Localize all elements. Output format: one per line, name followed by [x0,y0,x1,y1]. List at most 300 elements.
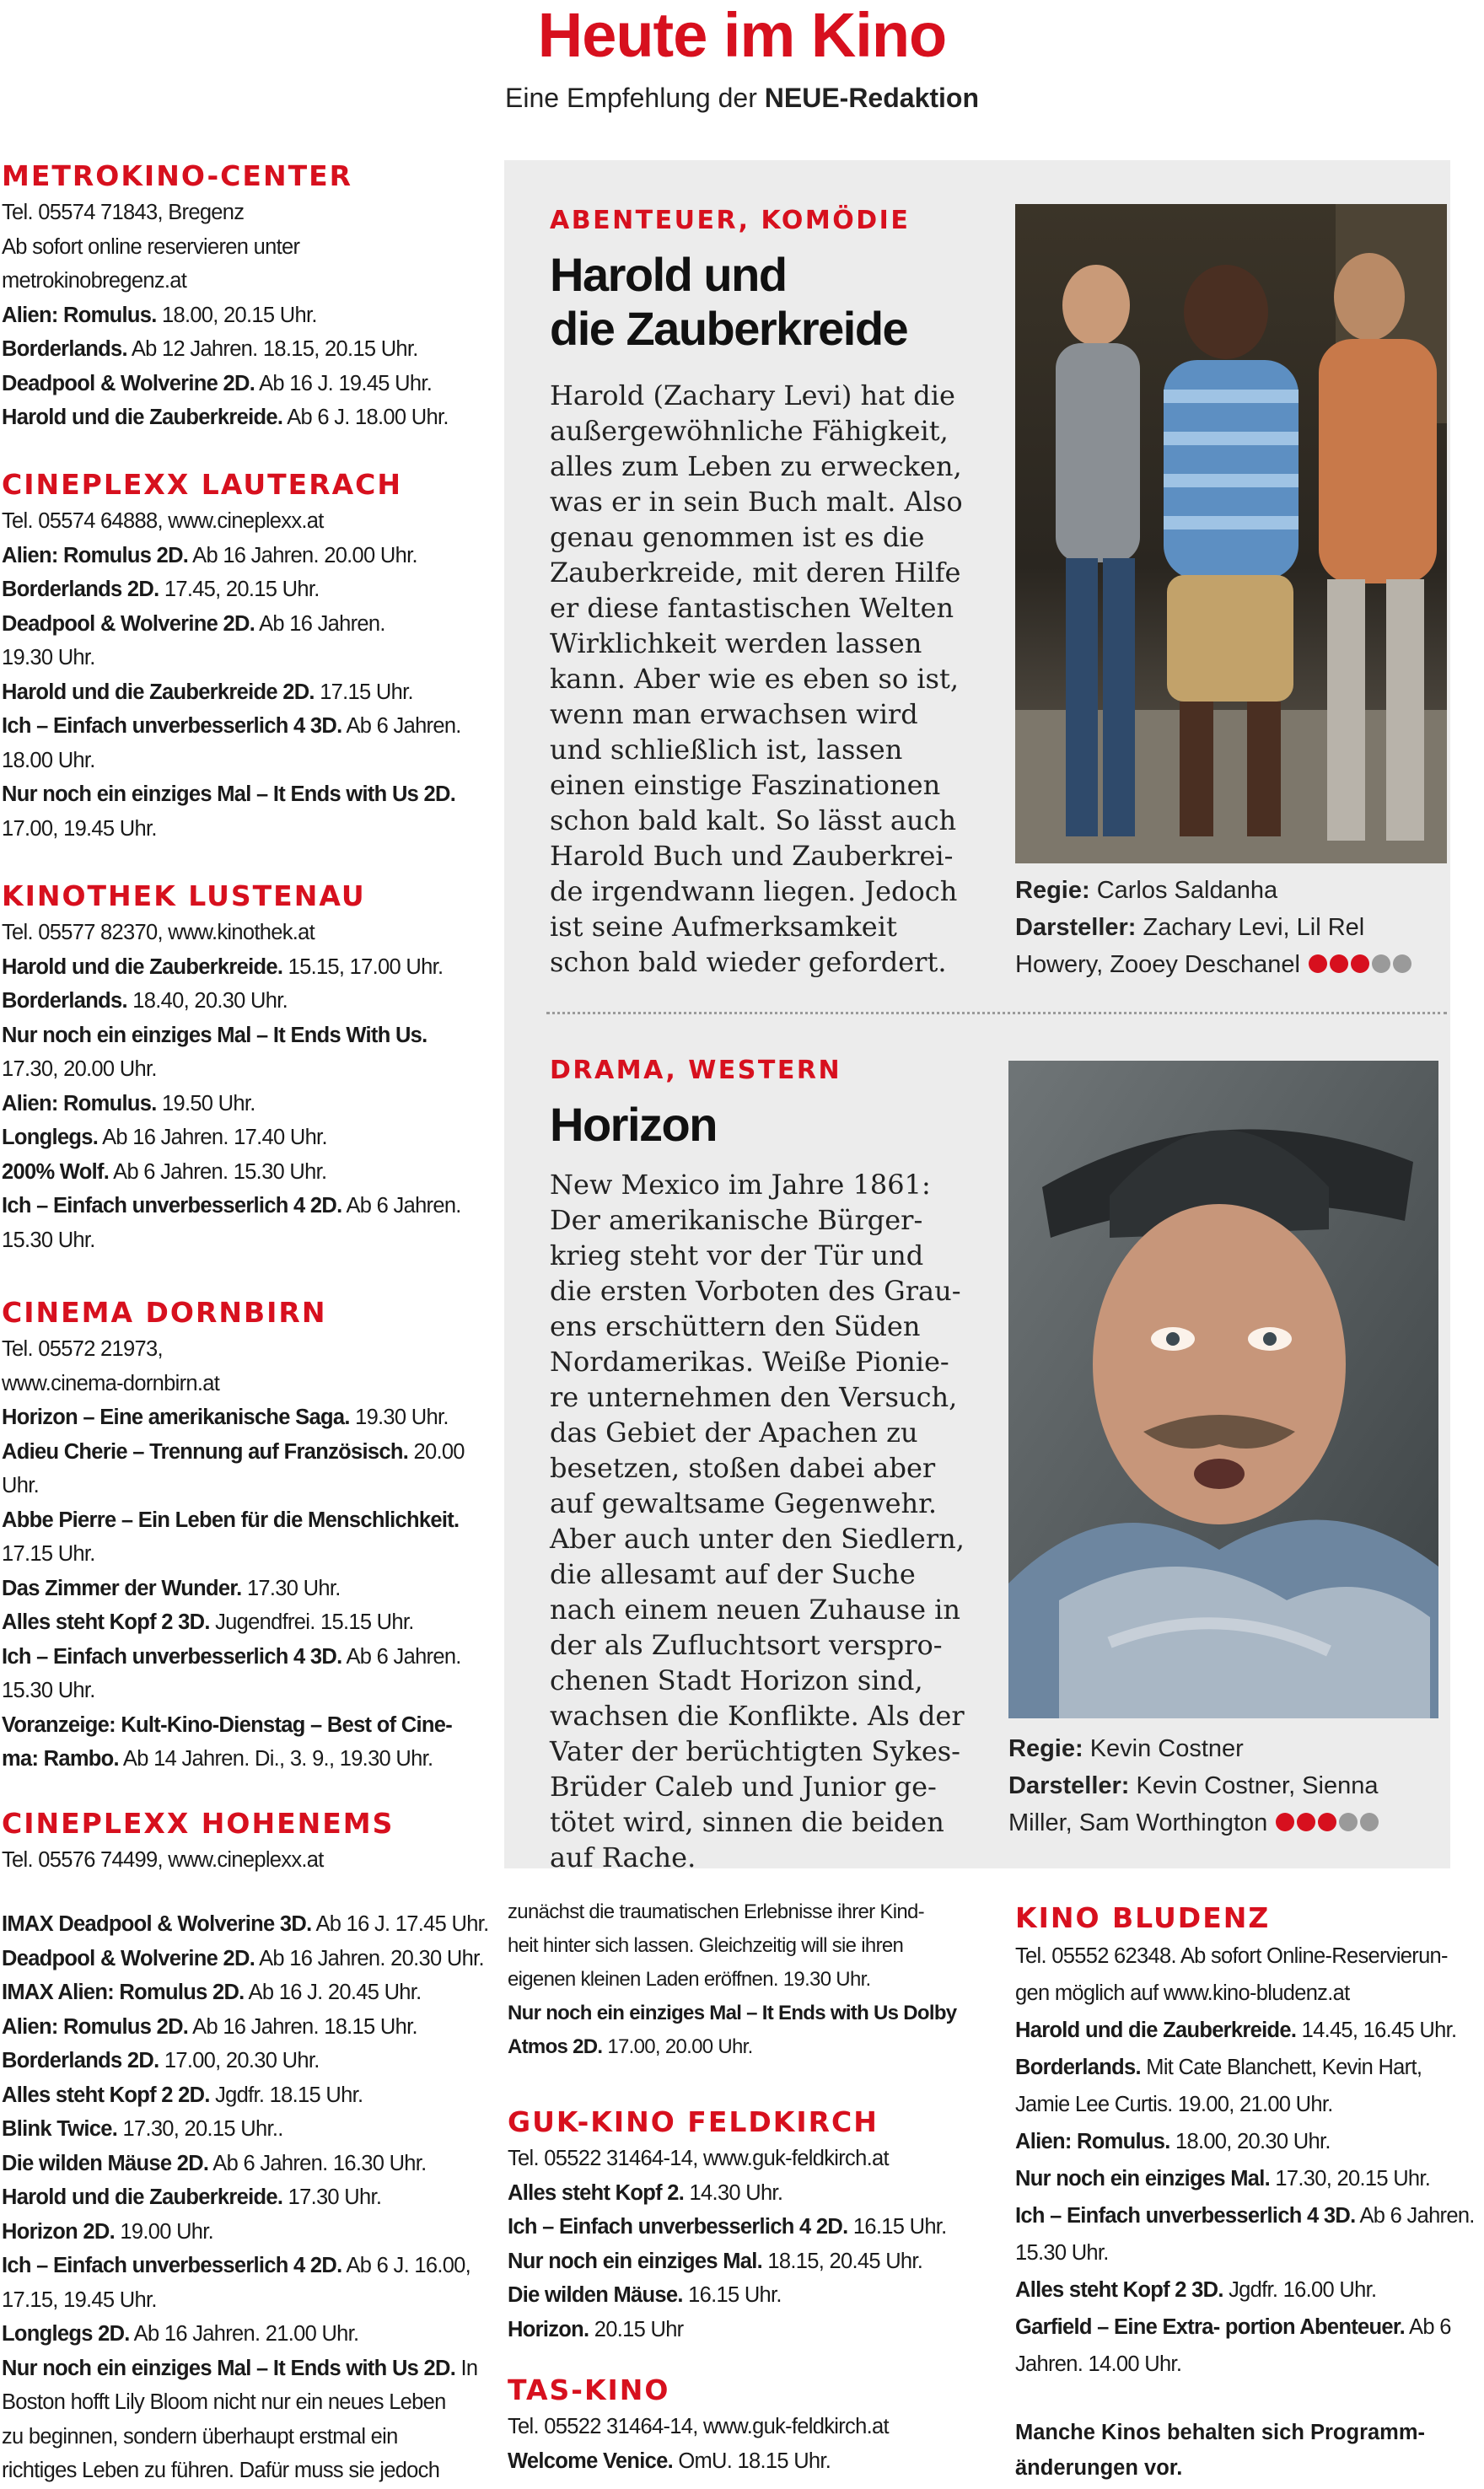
program-change-note [1015,2415,1471,2486]
listing-line [2,1907,487,1942]
text-line: Harold und [550,248,787,301]
cinema-name-guk-kino: GUK-KINO FELDKIRCH [508,2105,879,2138]
film-details: Ab 16 Jahren. 21.00 Uhr. [129,2322,359,2346]
text-line: Harold Buch und Zauberkrei- [550,840,954,872]
film-details: 20.00 [408,1439,465,1464]
photo-harold [1015,204,1447,863]
text-line: nach einem neuen Zuhause in [550,1594,961,1626]
film-details: 17.30, 20.15 Uhr. [1270,2167,1431,2191]
cinema-name-tas-kino: TAS-KINO [508,2373,670,2406]
film-details: Ab 6 Jahren. 15.30 Uhr. [109,1159,327,1184]
film-details: Tel. 05522 31464-14, www.guk-feldkirch.at [508,2147,889,2170]
listing-line [2,1400,487,1435]
film-details: 16.15 Uhr. [847,2215,947,2239]
film-details: zu beginnen, sondern überhaupt erstmal ein [2,2424,398,2449]
film-title: IMAX Alien: Romulus 2D. [2,1981,245,2004]
film-details: Ab 6 J. 18.00 Uhr. [282,406,449,429]
cast-value-cont: Miller, Sam Worthington [1008,1809,1268,1836]
film-details: 18.00, 20.30 Uhr. [1169,2130,1331,2153]
listing-line [2,675,487,710]
listing-line [2,641,487,675]
listing-line [2,1189,487,1223]
listing-guk-kino [508,2142,997,2347]
film-title: Borderlands. [1015,2056,1141,2079]
listing-line [508,1929,997,1963]
text-line: New Mexico im Jahre 1861: [550,1169,931,1201]
listing-line [2,1605,487,1640]
listing-line [2,400,487,435]
credits-cast [1008,1767,1447,1804]
text-line: der als Zufluchtsort verspro- [550,1629,943,1661]
film-details: Ab 6 Jahren. [1355,2204,1475,2228]
text-line: wachsen die Konflikte. Als der [550,1700,965,1732]
film-details: Tel. 05552 62348. Ab sofort Online-Reservierun- [1015,1944,1448,1968]
film-title: Alles steht Kopf 2. [508,2180,685,2205]
film-title: Longlegs. [2,1126,99,1149]
text-line: re unternehmen den Versuch, [550,1381,958,1413]
text-line: de irgendwann liegen. Jedoch [550,875,958,907]
film-title: Alien: Romulus 2D. [2,543,189,567]
photo-three-men-posing [1015,204,1447,863]
film-title: Ich – Einfach unverbesserlich 4 3D. [1015,2204,1356,2228]
rating-dot-empty [1393,954,1411,973]
text-line: Aber auch unter den Siedlern, [550,1523,965,1555]
credits-cast-cont [1008,1804,1447,1842]
film-title: Nur noch ein einziges Mal – It Ends with Us 2D. [2,782,456,806]
text-line: alles zum Leben zu erwecken, [550,450,962,482]
listing-line [2,573,487,607]
film-title: Harold und die Zauberkreide. [2,2185,283,2209]
cast-value: Kevin Costner, Sienna [1129,1772,1379,1799]
film-details: Jamie Lee Curtis. 19.00, 21.00 Uhr. [1015,2093,1333,2116]
film-title: Alles steht Kopf 2 2D. [2,2083,210,2107]
listing-line [1015,2160,1471,2197]
listing-cineplexx-hohenems-cont [508,1895,997,2064]
film-title: Alien: Romulus. [2,303,157,327]
film-details: 14.45, 16.45 Uhr. [1296,2019,1457,2042]
film-title: Horizon – Eine amerikanische Saga. [2,1406,350,1429]
text-line: Zauberkreide, mit deren Hilfe [550,556,961,589]
film-details: Ab 6 Jahren. [341,714,461,738]
film-details: 19.50 Uhr. [156,1091,255,1115]
review-genre-harold: ABENTEUER, KOMÖDIE [550,206,911,235]
film-details: Boston hofft Lily Bloom nicht nur ein neues Leben [2,2390,446,2414]
film-title: Nur noch ein einziges Mal. [508,2249,763,2273]
listing-line [2,1674,487,1708]
film-details: 19.30 Uhr. [349,1406,449,1429]
regie-label: Regie: [1015,877,1090,904]
subtitle-text: Eine Empfehlung der [505,83,765,113]
text-line: das Gebiet der Apachen zu [550,1417,918,1449]
film-details: 17.00, 19.45 Uhr. [2,816,157,841]
film-title: Harold und die Zauberkreide. [1015,2019,1297,2042]
film-details: Ab 16 Jahren. 18.15 Uhr. [188,2014,417,2039]
film-title: IMAX Deadpool & Wolverine 3D. [2,1912,312,1936]
film-details: 18.00, 20.15 Uhr. [156,303,317,327]
review-title-horizon: Horizon [550,1098,717,1151]
text-line: Harold (Zachary Levi) hat die [550,379,955,411]
rating-dots [1309,947,1414,984]
cinema-name-cinema-dornbirn: CINEMA DORNBIRN [2,1296,327,1329]
film-title: Blink Twice. [2,2117,118,2141]
listing-line [508,2244,997,2279]
film-details: In [455,2356,478,2380]
film-details: gen möglich auf www.kino-bludenz.at [1015,1981,1350,2005]
film-details: Ab 6 Jahren. 16.30 Uhr. [208,2151,427,2175]
text-line: wenn man erwachsen wird [550,698,918,730]
cinema-name-cineplexx-lauterach: CINEPLEXX LAUTERACH [2,468,402,501]
listing-line [2,984,487,1019]
listing-line [2,1223,487,1258]
listing-line [2,1708,487,1743]
film-title: Deadpool & Wolverine 2D. [2,1946,255,1970]
film-details: Ab 16 J. 20.45 Uhr. [244,1981,422,2004]
listing-line [1015,2086,1471,2123]
listing-line [2,812,487,847]
film-title: Nur noch ein einziges Mal – It Ends With Us. [2,1023,427,1047]
credits-regie [1008,1730,1447,1767]
film-details: eigenen kleinen Laden eröffnen. 19.30 Uhr. [508,1968,871,1991]
listing-line [2,1742,487,1777]
text-line: die ersten Vorboten des Grau- [550,1275,961,1307]
listing-line [2,2385,487,2420]
listing-line [2,2317,487,2352]
credits-horizon [1008,1730,1447,1842]
listing-line [2,916,487,950]
listing-line [1015,2234,1471,2271]
listing-line [2,2420,487,2454]
review-genre-horizon: DRAMA, WESTERN [550,1056,842,1085]
listing-line [1015,2346,1471,2383]
listing-line [2,2352,487,2386]
listing-cinema-dornbirn [2,1332,487,1777]
film-title: Ich – Einfach unverbesserlich 4 2D. [2,1194,342,1218]
film-title: Nur noch ein einziges Mal – It Ends with Us 2D. [2,2356,456,2380]
listing-line [508,2278,997,2313]
listing-line [508,2313,997,2347]
regie-value: Kevin Costner [1083,1735,1244,1762]
review-body-horizon [550,1167,1005,1875]
listing-line [2,2147,487,2181]
listing-line [2,2112,487,2147]
cinema-name-metrokino: METROKINO-CENTER [2,159,353,192]
listing-line [508,2176,997,2211]
film-details: 17.15 Uhr. [2,1542,95,1566]
film-title: Ich – Einfach unverbesserlich 4 2D. [508,2215,848,2239]
text-line: Brüder Caleb und Junior ge- [550,1771,937,1803]
rating-dot-filled [1351,954,1369,973]
film-details: heit hinter sich lassen. Gleichzeitig will sie ihren [508,1934,904,1957]
listing-line [1015,2197,1475,2234]
film-title: Alien: Romulus. [1015,2130,1170,2153]
film-details: Ab 6 [1405,2315,1451,2339]
film-title: Alien: Romulus 2D. [2,2014,189,2039]
rating-dot-filled [1309,954,1327,973]
film-title: 200% Wolf. [2,1159,110,1184]
film-details: Ab 12 Jahren. 18.15, 20.15 Uhr. [126,337,418,361]
film-title: Borderlands. [2,337,127,361]
film-title: Garfield – Eine Extra- portion Abenteuer. [1015,2315,1406,2339]
film-details: Ab 16 J. 19.45 Uhr. [255,371,433,395]
film-details: 17.30 Uhr. [282,2185,382,2209]
film-details: Tel. 05576 74499, www.cineplexx.at [2,1848,324,1872]
photo-man-with-hat [1008,1061,1438,1718]
film-title: Voranzeige: Kult-Kino-Dienstag – Best of Cine- [2,1712,453,1737]
film-details: Tel. 05577 82370, www.kinothek.at [2,921,315,944]
text-line: ens erschüttern den Süden [550,1310,921,1342]
rating-dot-filled [1297,1813,1315,1831]
film-details: OmU. 18.15 Uhr. [672,2449,831,2473]
film-details: 17.15 Uhr. [314,680,413,704]
film-details: Jgdfr. 18.15 Uhr. [209,2083,363,2107]
film-details: 17.30, 20.00 Uhr. [2,1057,157,1081]
film-title: Harold und die Zauberkreide 2D. [2,680,315,704]
listing-kino-bludenz [1015,1938,1475,2383]
listing-line [2,709,487,744]
text-line: Wirklichkeit werden lassen [550,627,922,659]
film-details: www.cinema-dornbirn.at [2,1371,220,1395]
listing-line [2,1843,487,1878]
listing-line [508,1997,997,2030]
cast-value: Zachary Levi, Lil Rel [1136,914,1365,941]
credits-harold [1015,872,1454,984]
listing-cineplexx-hohenems [2,1907,487,2488]
listing-metrokino [2,196,487,435]
film-title: Nur noch ein einziges Mal. [1015,2167,1271,2191]
film-title: Horizon 2D. [2,2219,115,2244]
listing-cineplexx-hohenems-phone [2,1843,487,1878]
film-title: Borderlands 2D. [2,578,159,601]
film-title: Ich – Einfach unverbesserlich 4 2D. [2,2254,342,2277]
film-title: Atmos 2D. [508,2035,603,2058]
listing-line [2,2283,487,2318]
film-details: Ab 16 Jahren. 17.40 Uhr. [98,1126,327,1149]
listing-line [2,264,487,298]
text-line: auf gewaltsame Gegenwehr. [550,1487,938,1519]
film-title: Deadpool & Wolverine 2D. [2,371,255,395]
film-details: 18.15, 20.45 Uhr. [762,2249,923,2273]
listing-line [2,1942,487,1976]
film-details: 15.30 Uhr. [1015,2241,1109,2265]
film-title: Deadpool & Wolverine 2D. [2,611,255,636]
film-title: Borderlands. [2,989,127,1013]
film-details: Ab 6 Jahren. [341,1644,461,1669]
rating-dot-filled [1276,1813,1294,1831]
film-details: Ab 14 Jahren. Di., 3. 9., 19.30 Uhr. [118,1747,433,1771]
listing-line [2,1537,487,1572]
film-details: 20.15 Uhr [589,2317,684,2341]
film-details: 19.30 Uhr. [2,646,95,669]
listing-line [2,744,487,778]
listing-line [2,1121,487,1155]
listing-line [508,1963,997,1997]
listing-line [2,2010,487,2045]
cast-label: Darsteller: [1015,914,1137,941]
text-line: und schließlich ist, lassen [550,734,903,766]
review-title-harold [550,248,971,356]
film-details: 17.45, 20.15 Uhr. [159,578,320,601]
listing-line [2,1503,487,1538]
film-title: Die wilden Mäuse 2D. [2,2151,209,2175]
text-line: tötet wird, sinnen die beiden [550,1806,944,1838]
film-title: Ich – Einfach unverbesserlich 4 3D. [2,1644,342,1669]
listing-line [2,1469,487,1503]
listing-line [2,607,487,642]
film-details: 16.15 Uhr. [682,2283,782,2307]
film-details: 17.15, 19.45 Uhr. [2,2287,157,2312]
text-line: besetzen, stoßen dabei aber [550,1452,936,1484]
subtitle-brand: NEUE-Redaktion [764,83,979,113]
review-divider [546,1012,1447,1014]
film-title: Adieu Cherie – Trennung auf Französisch. [2,1439,409,1464]
listing-line [508,2410,997,2444]
listing-kinothek [2,916,487,1257]
rating-dot-empty [1372,954,1390,973]
film-details: Tel. 05574 64888, www.cineplexx.at [2,509,324,533]
listing-line [2,367,487,401]
listing-line [2,2215,487,2250]
page-title: Heute im Kino [537,0,947,70]
film-details: 17.30 Uhr. [241,1576,341,1600]
listing-line [2,1332,487,1367]
listing-line [1015,2049,1471,2086]
text-line: Der amerikanische Bürger- [550,1204,923,1236]
listing-line [1015,2309,1471,2346]
listing-line [2,230,487,265]
film-title: Welcome Venice. [508,2449,673,2473]
film-title: ma: Rambo. [2,1747,119,1771]
listing-line [508,2210,997,2244]
rating-dot-filled [1318,1813,1336,1831]
text-line: genau genommen ist es die [550,521,925,553]
text-line: die allesamt auf der Suche [550,1558,916,1590]
text-line: auf Rache. [550,1841,696,1873]
rating-dot-empty [1339,1813,1358,1831]
listing-line [2,1087,487,1121]
listing-line [2,1367,487,1401]
text-line: schon bald kalt. So lässt auch [550,804,957,836]
film-details: Mit Cate Blanchett, Kevin Hart, [1140,2056,1422,2079]
film-details: metrokinobregenz.at [2,269,187,293]
regie-label: Regie: [1008,1735,1083,1762]
film-details: richtiges Leben zu führen. Dafür muss sie jedoch [2,2459,440,2482]
listing-line [2,196,487,230]
film-details: Jahren. 14.00 Uhr. [1015,2352,1182,2376]
text-line: ist seine Aufmerksamkeit [550,911,897,943]
film-title: Ich – Einfach unverbesserlich 4 3D. [2,714,342,738]
text-line: Manche Kinos behalten sich Programm- [1015,2421,1426,2444]
credits-cast [1015,909,1454,946]
listing-line [2,1155,487,1190]
film-details: 19.00 Uhr. [114,2219,214,2244]
rating-dot-empty [1360,1813,1379,1831]
text-line: einen einstige Faszinationen [550,769,941,801]
cast-label: Darsteller: [1008,1772,1130,1799]
listing-line [2,1052,487,1087]
film-title: Harold und die Zauberkreide. [2,406,283,429]
text-line: Vater der berüchtigten Sykes- [550,1735,960,1767]
film-details: 15.30 Uhr. [2,1679,95,1702]
film-title: Alien: Romulus. [2,1091,157,1115]
listing-line [2,539,487,573]
film-details: Ab 6 J. 16.00, [341,2254,471,2277]
film-details: Tel. 05522 31464-14, www.guk-feldkirch.at [508,2415,889,2438]
credits-cast-cont [1015,946,1454,984]
text-line: chenen Stadt Horizon sind, [550,1664,923,1696]
text-line: die Zauberkreide [550,302,908,355]
film-title: Abbe Pierre – Ein Leben für die Menschlichkeit. [2,1508,460,1532]
listing-line [2,1019,487,1053]
text-line: krieg steht vor der Tür und [550,1239,924,1271]
listing-line [2,2180,487,2215]
rating-dots [1276,1805,1381,1842]
credits-regie [1015,872,1454,909]
listing-line [1015,2012,1471,2049]
film-details: Jugendfrei. 15.15 Uhr. [209,1610,414,1634]
listing-line [508,1895,997,1929]
listing-line [1015,2271,1471,2309]
film-details: Tel. 05574 71843, Bregenz [2,201,245,224]
film-details: 18.40, 20.30 Uhr. [126,989,288,1013]
cinema-name-kinothek: KINOTHEK LUSTENAU [2,879,366,912]
text-line: Nordamerikas. Weiße Pionie- [550,1346,949,1378]
cinema-name-cineplexx-hohenems: CINEPLEXX HOHENEMS [2,1807,395,1840]
film-details: 17.00, 20.30 Uhr. [159,2049,320,2072]
film-details: Ab 6 Jahren. [341,1194,461,1218]
listing-line [2,950,487,985]
film-title: Die wilden Mäuse. [508,2283,683,2307]
film-details: 15.15, 17.00 Uhr. [282,954,444,979]
film-title: Alles steht Kopf 2 3D. [2,1610,210,1634]
film-details: 17.30, 20.15 Uhr.. [117,2117,283,2141]
film-title: Horizon. [508,2317,589,2341]
cast-value-cont: Howery, Zooey Deschanel [1015,951,1300,978]
film-title: Harold und die Zauberkreide. [2,954,283,979]
film-details: Ab 16 Jahren. 20.30 Uhr. [255,1946,484,1970]
text-line: außergewöhnliche Fähigkeit, [550,415,949,447]
film-details: Ab 16 Jahren. [255,611,385,636]
film-details: zunächst die traumatischen Erlebnisse ihrer Kind- [508,1900,924,1923]
listing-line [2,298,487,333]
listing-line [2,2249,487,2283]
listing-line [508,2142,997,2176]
listing-line [2,2078,487,2113]
cinema-name-kino-bludenz: KINO BLUDENZ [1015,1901,1271,1934]
film-title: Das Zimmer der Wunder. [2,1576,242,1600]
text-line: änderungen vor. [1015,2456,1183,2480]
listing-line [2,2454,487,2488]
listing-line [1015,1975,1471,2012]
listing-cineplexx-lauterach [2,504,487,846]
film-details: 17.00, 20.00 Uhr. [602,2035,753,2058]
listing-line [508,2444,997,2479]
film-details: Ab sofort online reservieren unter [2,234,300,259]
review-body-harold [550,378,988,980]
film-title: Longlegs 2D. [2,2322,130,2346]
film-details: 18.00 Uhr. [2,748,95,772]
listing-line [1015,2123,1471,2160]
listing-line [2,1976,487,2010]
film-details: Ab 16 J. 17.45 Uhr. [311,1912,489,1936]
listing-tas-kino [508,2410,997,2478]
listing-line [508,2030,997,2064]
photo-horizon [1008,1061,1438,1718]
film-title: Nur noch ein einziges Mal – It Ends with Us Dolby [508,2002,957,2024]
listing-line [2,332,487,367]
listing-line [2,1640,487,1675]
listing-line [2,2044,487,2078]
film-details: Tel. 05572 21973, [2,1337,163,1361]
